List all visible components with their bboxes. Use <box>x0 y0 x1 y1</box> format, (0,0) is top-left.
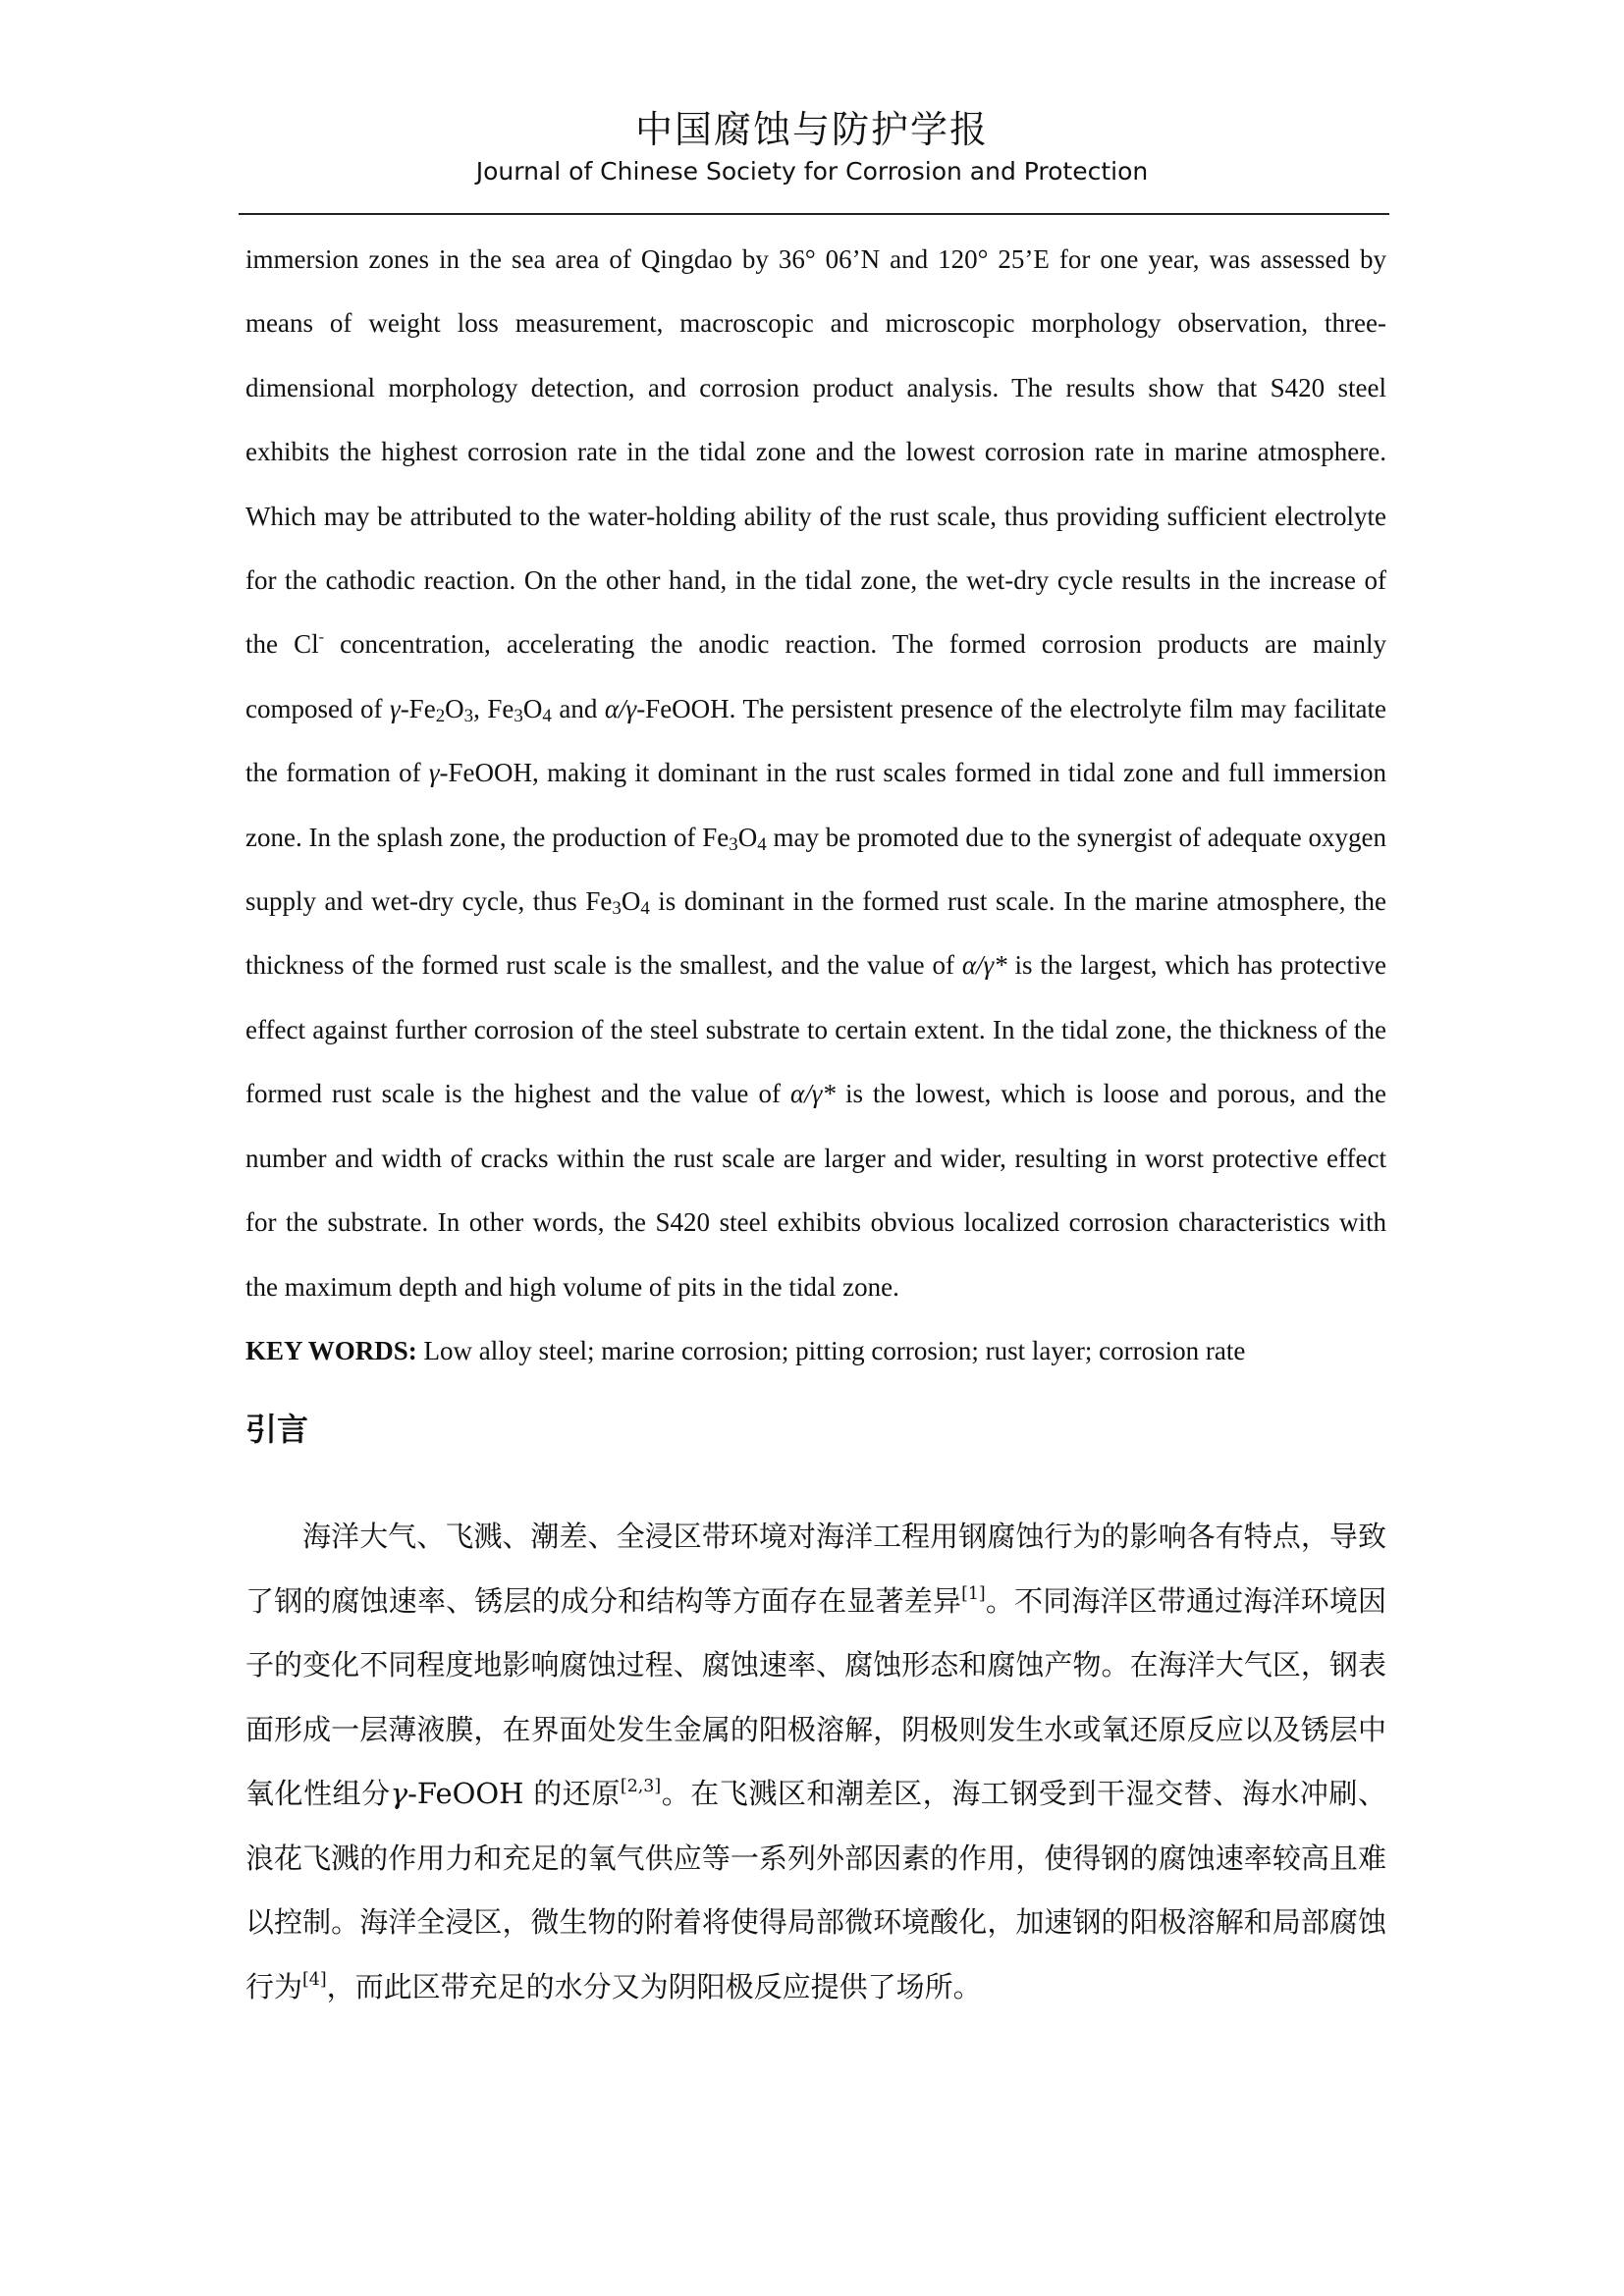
citation-1: [1] <box>961 1583 986 1604</box>
header-rule <box>239 213 1389 215</box>
journal-title-en: Journal of Chinese Society for Corrosion and Protection <box>475 157 1149 186</box>
page-content <box>245 228 1386 2019</box>
keywords-line <box>245 1319 1386 1383</box>
journal-header <box>0 106 1624 188</box>
abstract-paragraph: immersion zones in the sea area of Qingdao by 36° 06’N and 120° 25’E for one year, was assessed by means of weight loss measurement, macroscopic and microscopic morphology observation, three-dimensional morphology detection, and corrosion product analysis. The results show that S420 steel exhibits the highest corrosion rate in the tidal zone and the lowest corrosion rate in marine atmosphere. Which may be attributed to the water-holding ability of the rust scale, thus providing sufficient electrolyte for the cathodic reaction. On the other hand, in the tidal zone, the wet-dry cycle results in the increase of the Cl- concentration, accelerating the anodic reaction. The formed corrosion products are mainly composed of $\gamma-Fe_2O_3$, $Fe_3O_4$ and α/γ-FeOOH. The persistent presence of the electrolyte film may facilitate the formation of γ-FeOOH, making it dominant in the rust scales formed in tidal zone and full immersion zone. In the splash zone, the production of $Fe_3O_4$ may be promoted due to the synergist of adequate oxygen supply and wet-dry cycle, thus $Fe_3O_4$ is dominant in the formed rust scale. In the marine atmosphere, the thickness of the formed rust scale is the smallest, and the value of α/γ* is the largest, which has protective effect against further corrosion of the steel substrate to certain extent. In the tidal zone, the thickness of the formed rust scale is the highest and the value of α/γ* is the lowest, which is loose and porous, and the number and width of cracks within the rust scale are larger and wider, resulting in worst protective effect for the substrate. In other words, the S420 steel exhibits obvious localized corrosion characteristics with the maximum depth and high volume of pits in the tidal zone. <box>245 244 1387 1302</box>
keywords-text: Low alloy steel; marine corrosion; pitting corrosion; rust layer; corrosion rate <box>416 1335 1246 1365</box>
introduction-paragraph: 海洋大气、飞溅、潮差、全浸区带环境对海洋工程用钢腐蚀行为的影响各有特点，导致了钢的腐蚀速率、锈层的成分和结构等方面存在显著差异[1]。不同海洋区带通过海洋环境因子的变化不同程度地影响腐蚀过程、腐蚀速率、腐蚀形态和腐蚀产物。在海洋大气区，钢表面形成一层薄液膜，在界面处发生金属的阳极溶解，阴极则发生水或氧还原反应以及锈层中氧化性组分γ-FeOOH 的还原[2,3]。在飞溅区和潮差区，海工钢受到干湿交替、海水冲刷、浪花飞溅的作用力和充足的氧气供应等一系列外部因素的作用，使得钢的腐蚀速率较高且难以控制。海洋全浸区，微生物的附着将使得局部微环境酸化，加速钢的阳极溶解和局部腐蚀行为[4]，而此区带充足的水分又为阴阳极反应提供了场所。 <box>245 1520 1386 2003</box>
citation-2-3: [2,3] <box>620 1777 662 1797</box>
citation-4: [4] <box>302 1969 327 1990</box>
keywords-label: KEY WORDS: <box>245 1335 417 1365</box>
section-title-introduction: 引言 <box>245 1411 309 1449</box>
journal-title-cn: 中国腐蚀与防护学报 <box>634 108 989 151</box>
